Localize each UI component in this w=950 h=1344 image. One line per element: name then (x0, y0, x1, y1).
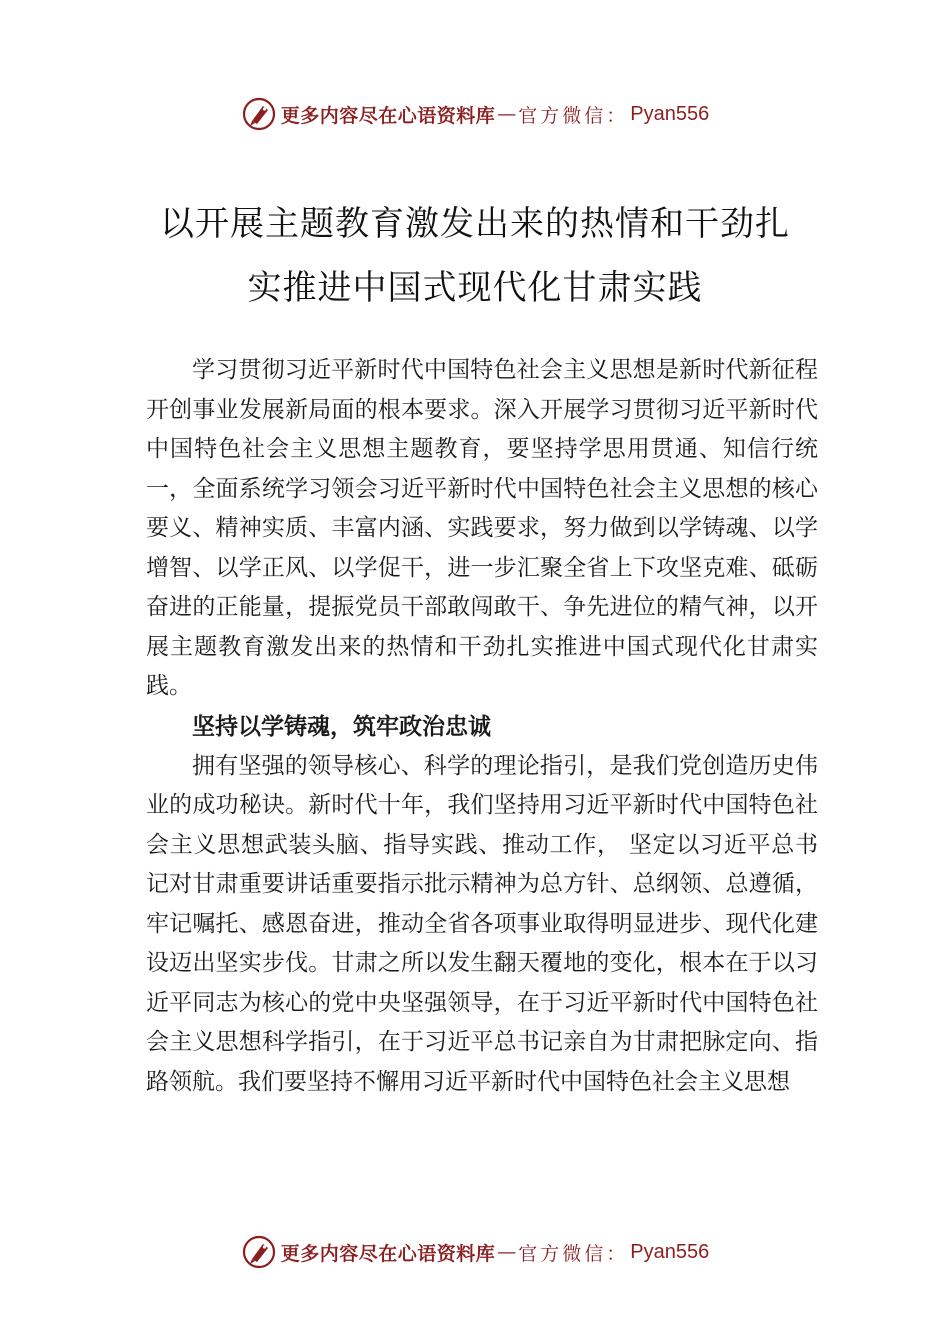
paragraph-section-1: 拥有坚强的领导核心、科学的理论指引，是我们党创造历史伟业的成功秘诀。新时代十年，我们坚持用习近平新时代中国特色社会主义思想武装头脑、指导实践、推动工作， 坚定以习近平总书记对甘肃重要讲话重要指示批示精神为总方针、总纲领、总遵循，牢记嘱托、感恩奋进，推动全省各项事业取得明显进步、现代化建设迈出坚实步伐。甘肃之所以发生翻天覆地的变化，根本在于以习近平同志为核心的党中央坚强领导，在于习近平新时代中国特色社会主义思想科学指引，在于习近平总书记亲自为甘肃把脉定向、指路领航。我们要坚持不懈用习近平新时代中国特色社会主义思想 (146, 752, 818, 1095)
wechat-id: Pyan556 (630, 102, 710, 125)
banner-separator: — (497, 103, 517, 125)
header-banner (0, 94, 950, 134)
banner-slogan: 更多内容尽在心语资料库 (280, 104, 496, 127)
wechat-id: Pyan556 (630, 1240, 710, 1263)
document-body (146, 351, 818, 1102)
wechat-label: 官方微信： (518, 104, 629, 127)
section-heading: 坚持以学铸魂，筑牢政治忠诚 (192, 713, 491, 740)
pen-nib-logo-icon (241, 96, 277, 132)
pen-nib-logo-icon (241, 1234, 277, 1270)
title-line-1: 以开展主题教育激发出来的热情和干劲扎 (160, 204, 790, 244)
paragraph-intro: 学习贯彻习近平新时代中国特色社会主义思想是新时代新征程开创事业发展新局面的根本要求。深入开展学习贯彻习近平新时代中国特色社会主义思想主题教育，要坚持学思用贯通、知信行统一，全面系统学习领会习近平新时代中国特色社会主义思想的核心要义、精神实质、丰富内涵、实践要求，努力做到以学铸魂、以学增智、以学正风、以学促干，进一步汇聚全省上下攻坚克难、砥砺奋进的正能量，提振党员干部敢闯敢干、争先进位的精气神，以开展主题教育激发出来的热情和干劲扎实推进中国式现代化甘肃实践。 (146, 357, 818, 699)
document-title (0, 192, 950, 320)
title-line-2: 实推进中国式现代化甘肃实践 (247, 268, 703, 308)
footer-banner (0, 1232, 950, 1272)
wechat-label: 官方微信： (518, 1242, 629, 1265)
banner-slogan: 更多内容尽在心语资料库 (280, 1242, 496, 1265)
banner-separator: — (497, 1241, 517, 1263)
